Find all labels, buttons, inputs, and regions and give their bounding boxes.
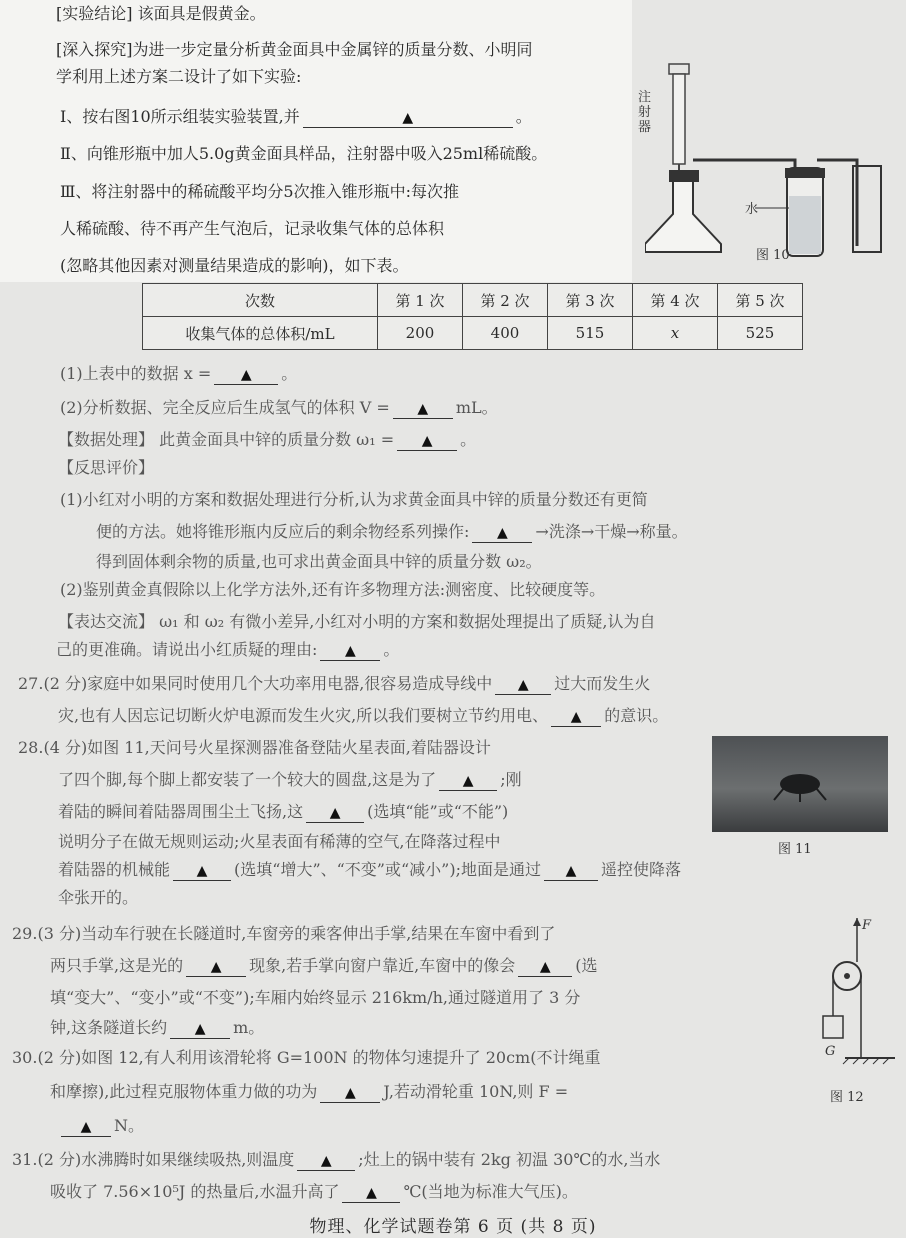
figure-11-caption: 图 11 — [778, 842, 812, 857]
question-28-line-3: 着陆的瞬间着陆器周围尘土飞扬,这 ▲ (选填“能”或“不能”) — [58, 802, 509, 821]
table-header-cell: 第 3 次 — [548, 284, 633, 317]
step-1-text: Ⅰ、按右图10所示组装实验装置,并 — [60, 107, 300, 126]
answer-blank[interactable]: ▲ — [297, 1151, 355, 1171]
conclusion-line: [实验结论] 该面具是假黄金。 — [56, 4, 266, 23]
water-label: 水 — [745, 202, 759, 217]
pulley-axle — [844, 973, 850, 979]
figure-10-caption: 图 10 — [756, 248, 790, 263]
answer-blank[interactable]: ▲ — [551, 707, 601, 727]
force-label: F — [862, 918, 872, 933]
explore-line-2: 学利用上述方案二设计了如下实验: — [56, 67, 302, 86]
table-cell: 200 — [378, 317, 463, 350]
table-cell: 525 — [718, 317, 803, 350]
answer-blank[interactable]: ▲ — [495, 675, 551, 695]
answer-blank[interactable]: ▲ — [544, 861, 598, 881]
answer-blank[interactable]: ▲ — [170, 1019, 230, 1039]
question-29-line-2: 两只手掌,这是光的 ▲ 现象,若手掌向窗户靠近,车窗中的像会 ▲ (选 — [50, 956, 598, 975]
answer-blank[interactable]: ▲ — [342, 1183, 400, 1203]
table-header-cell: 第 1 次 — [378, 284, 463, 317]
question-29-line-1: 29.(3 分)当动车行驶在长隧道时,车窗旁的乘客伸出手掌,结果在车窗中看到了 — [12, 924, 556, 943]
question-2: (2)分析数据、完全反应后生成氢气的体积 V = ▲ mL。 — [60, 398, 498, 417]
question-30-line-1: 30.(2 分)如图 12,有人利用该滑轮将 G=100N 的物体匀速提升了 20cm(不计绳重 — [12, 1048, 601, 1067]
syringe-barrel — [673, 74, 685, 164]
table-cell: x — [633, 317, 718, 350]
weight-label: G — [825, 1044, 836, 1059]
explore-line-1: [深入探究]为进一步定量分析黄金面具中金属锌的质量分数、小明同 — [56, 40, 533, 59]
reflection-1-line-2: 便的方法。她将锥形瓶内反应后的剩余物经系列操作: ▲ →洗涤→干燥→称量。 — [96, 522, 688, 541]
syringe-label: 注射器 — [638, 90, 652, 135]
table-header-cell: 第 4 次 — [633, 284, 718, 317]
table-cell: 515 — [548, 317, 633, 350]
question-31-line-2: 吸收了 7.56×10⁵J 的热量后,水温升高了 ▲ ℃(当地为标准大气压)。 — [50, 1182, 578, 1201]
reflection-1-line-3: 得到固体剩余物的质量,也可求出黄金面具中锌的质量分数 ω₂。 — [96, 552, 542, 571]
question-30-line-3: ▲ N。 — [58, 1116, 144, 1137]
answer-blank[interactable]: ▲ — [214, 365, 278, 385]
table-row-label: 收集气体的总体积/mL — [143, 317, 378, 350]
bottle-stopper — [785, 168, 825, 178]
reflection-1-line-1: (1)小红对小明的方案和数据处理进行分析,认为求黄金面具中锌的质量分数还有更简 — [60, 490, 648, 509]
question-30-line-2: 和摩擦),此过程克服物体重力做的功为 ▲ J,若动滑轮重 10N,则 F = — [50, 1082, 569, 1101]
answer-blank[interactable]: ▲ — [439, 771, 497, 791]
figure-10-apparatus — [645, 56, 895, 266]
page-footer: 物理、化学试题卷第 6 页 (共 8 页) — [309, 1217, 597, 1237]
syringe-plunger — [669, 64, 689, 74]
step-1: Ⅰ、按右图10所示组装实验装置,并 ▲ 。 — [60, 107, 532, 126]
question-1: (1)上表中的数据 x = ▲ 。 — [60, 364, 298, 383]
answer-blank[interactable]: ▲ — [61, 1117, 111, 1137]
conical-flask — [645, 178, 721, 252]
step-3-line-3: (忽略其他因素对测量结果造成的影响)，如下表。 — [60, 256, 409, 275]
volume-table — [142, 283, 803, 350]
step-3-line-1: Ⅲ、将注射器中的稀硫酸平均分5次推入锥形瓶中:每次推 — [60, 182, 460, 201]
table-cell: 400 — [463, 317, 548, 350]
upper-section — [0, 0, 632, 282]
expression-line-1: 【表达交流】 ω₁ 和 ω₂ 有微小差异,小红对小明的方案和数据处理提出了质疑,认为自 — [58, 612, 656, 631]
question-27-line-2: 灾,也有人因忘记切断火炉电源而发生火灾,所以我们要树立节约用电、 ▲ 的意识。 — [58, 706, 669, 725]
table-header-cell: 第 5 次 — [718, 284, 803, 317]
arrow-head — [853, 918, 861, 926]
answer-blank[interactable]: ▲ — [397, 431, 457, 451]
bottle-water — [789, 196, 821, 254]
delivery-tube-1 — [693, 160, 795, 174]
step-3-line-2: 人稀硫酸、待不再产生气泡后，记录收集气体的总体积 — [60, 219, 445, 238]
table-header-cell: 第 2 次 — [463, 284, 548, 317]
question-27-line-1: 27.(2 分)家庭中如果同时使用几个大功率用电器,很容易造成导线中 ▲ 过大而发生火 — [18, 674, 651, 693]
question-28-line-1: 28.(4 分)如图 11,天问号火星探测器准备登陆火星表面,着陆器设计 — [18, 738, 491, 757]
expression-line-2: 己的更准确。请说出小红质疑的理由: ▲ 。 — [56, 640, 400, 659]
question-28-line-6: 伞张开的。 — [58, 888, 139, 907]
answer-blank[interactable]: ▲ — [393, 399, 453, 419]
lander-silhouette — [712, 736, 888, 832]
data-processing: 【数据处理】 此黄金面具中锌的质量分数 ω₁ = ▲ 。 — [58, 430, 477, 449]
answer-blank[interactable]: ▲ — [303, 108, 513, 128]
question-31-line-1: 31.(2 分)水沸腾时如果继续吸热,则温度 ▲ ;灶上的锅中装有 2kg 初温 30℃的水,当水 — [12, 1150, 661, 1169]
answer-blank[interactable]: ▲ — [472, 523, 532, 543]
answer-blank[interactable]: ▲ — [173, 861, 231, 881]
figure-12-caption: 图 12 — [830, 1090, 864, 1105]
table-row — [143, 317, 803, 350]
question-28-line-2: 了四个脚,每个脚上都安装了一个较大的圆盘,这是为了 ▲ ;刚 — [58, 770, 522, 789]
question-28-line-5: 着陆器的机械能 ▲ (选填“增大”、“不变”或“减小”);地面是通过 ▲ 遥控使降落 — [58, 860, 681, 879]
table-header-cell: 次数 — [143, 284, 378, 317]
answer-blank[interactable]: ▲ — [320, 1083, 380, 1103]
answer-blank[interactable]: ▲ — [320, 641, 380, 661]
reflection-heading: 【反思评价】 — [58, 458, 155, 477]
answer-blank[interactable]: ▲ — [306, 803, 364, 823]
table-header-row — [143, 284, 803, 317]
answer-blank[interactable]: ▲ — [518, 957, 572, 977]
figure-11-mars-lander-photo — [712, 736, 888, 832]
answer-blank[interactable]: ▲ — [186, 957, 246, 977]
question-29-line-3: 填“变大”、“变小”或“不变”);车厢内始终显示 216km/h,通过隧道用了 3 分 — [50, 988, 581, 1007]
question-29-line-4: 钟,这条隧道长约 ▲ m。 — [50, 1018, 265, 1037]
step-2: Ⅱ、向锥形瓶中加人5.0g黄金面具样品，注射器中吸入25ml稀硫酸。 — [60, 144, 548, 163]
reflection-2: (2)鉴别黄金真假除以上化学方法外,还有许多物理方法:测密度、比较硬度等。 — [60, 580, 606, 599]
weight-block — [823, 1016, 843, 1038]
question-28-line-4: 说明分子在做无规则运动;火星表面有稀薄的空气,在降落过程中 — [58, 832, 501, 851]
flask-stopper — [669, 170, 699, 182]
